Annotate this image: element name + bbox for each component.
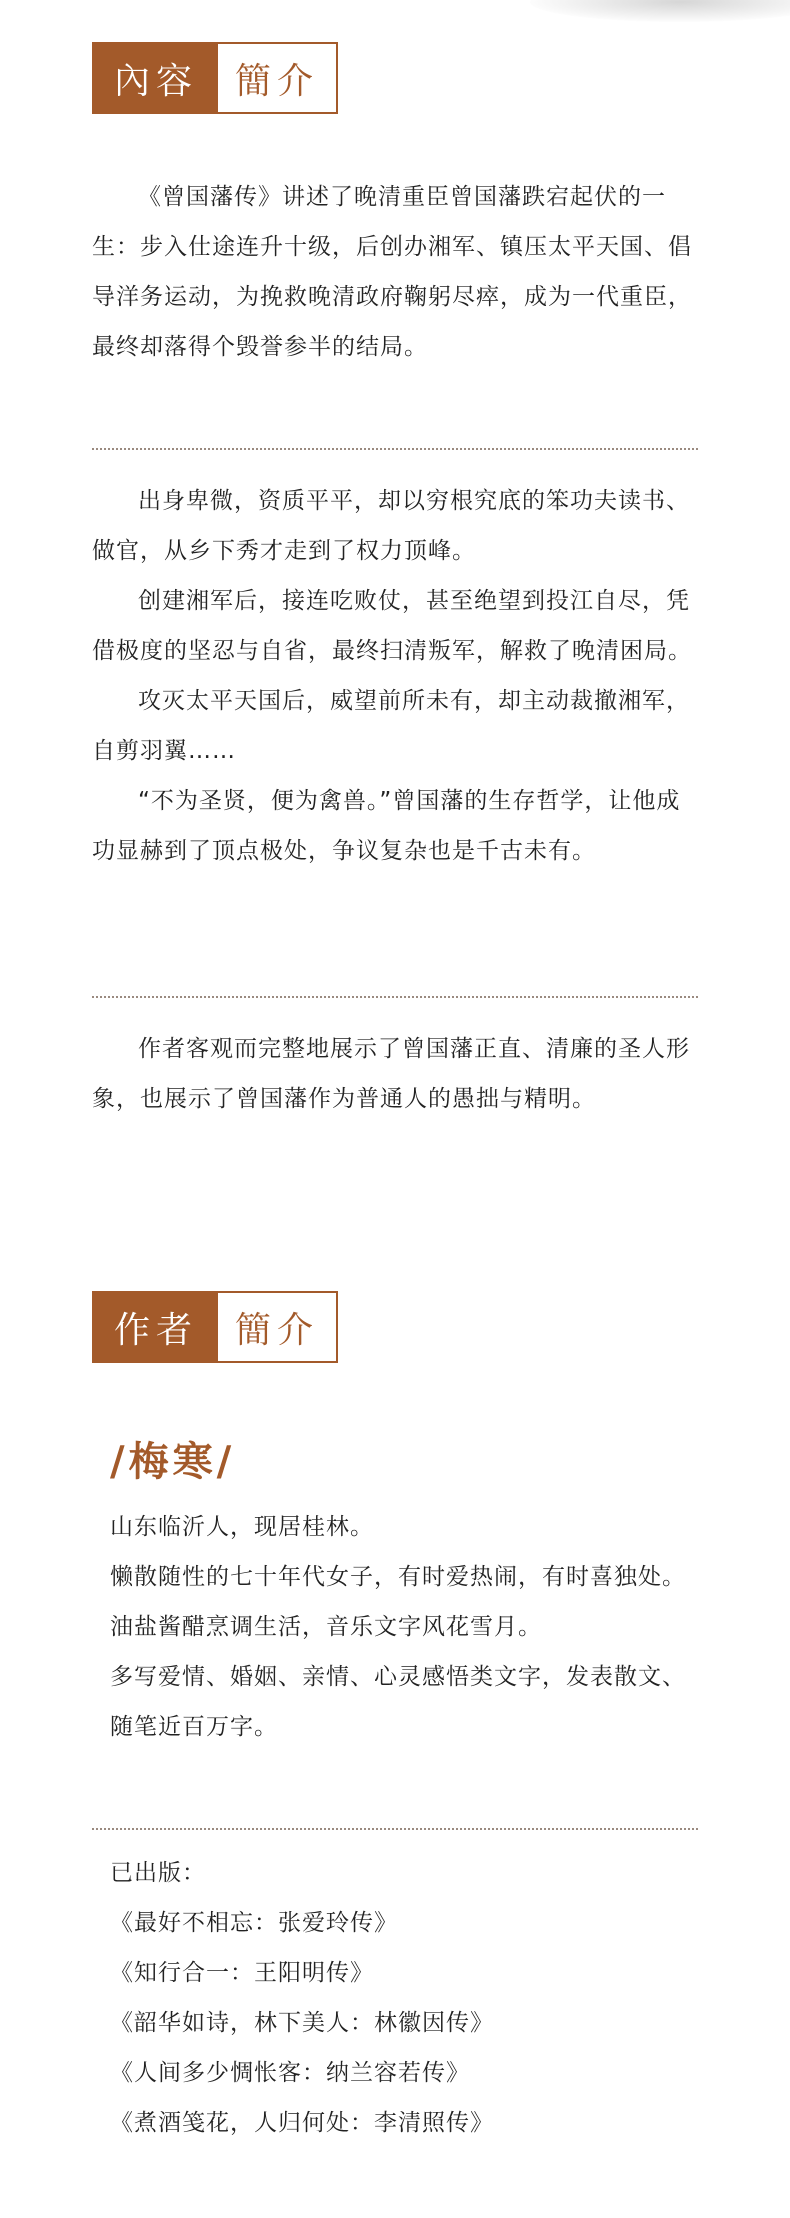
brush-stroke-decoration <box>530 0 790 22</box>
published-work: 《韶华如诗，林下美人：林徽因传》 <box>110 2010 494 2036</box>
intro-paragraph-4: 攻灭太平天国后，威望前所未有，却主动裁撤湘军，自剪羽翼…… <box>92 688 690 764</box>
published-work: 《最好不相忘：张爱玲传》 <box>110 1910 398 1936</box>
intro-paragraph-1-block <box>92 172 698 372</box>
author-bio-line: 多写爱情、婚姻、亲情、心灵感悟类文字，发表散文、随笔近百万字。 <box>110 1664 686 1740</box>
author-bio-block <box>110 1502 698 1752</box>
divider-1 <box>92 448 698 450</box>
published-label: 已出版： <box>110 1860 206 1886</box>
intro-paragraph-1: 《曾国藩传》讲述了晚清重臣曾国藩跌宕起伏的一生：步入仕途连升十级，后创办湘军、镇压太平天国、倡导洋务运动，为挽救晚清政府鞠躬尽瘁，成为一代重臣，最终却落得个毁誉参半的结局。 <box>92 184 692 360</box>
intro-paragraph-5: “不为圣贤，便为禽兽。”曾国藩的生存哲学，让他成功显赫到了顶点极处，争议复杂也是千古未有。 <box>92 788 681 864</box>
content-intro-header <box>92 42 338 114</box>
intro-paragraph-6: 作者客观而完整地展示了曾国藩正直、清廉的圣人形象，也展示了曾国藩作为普通人的愚拙与精明。 <box>92 1036 690 1112</box>
author-bio-line: 懒散随性的七十年代女子，有时爱热闹，有时喜独处。 <box>110 1564 686 1590</box>
intro-paragraph-2: 出身卑微，资质平平，却以穷根究底的笨功夫读书、做官，从乡下秀才走到了权力顶峰。 <box>92 488 690 564</box>
content-intro-header-light: 簡介 <box>218 44 336 112</box>
author-bio-line: 油盐酱醋烹调生活，音乐文字风花雪月。 <box>110 1614 542 1640</box>
intro-paragraph-3: 创建湘军后，接连吃败仗，甚至绝望到投江自尽，凭借极度的坚忍与自省，最终扫清叛军，解救了晚清困局。 <box>92 588 692 664</box>
content-intro-header-dark: 內容 <box>94 44 218 112</box>
intro-paragraphs-block <box>92 476 698 876</box>
author-intro-header <box>92 1291 338 1363</box>
published-work: 《知行合一：王阳明传》 <box>110 1960 374 1986</box>
published-work: 《人间多少惆怅客：纳兰容若传》 <box>110 2060 470 2086</box>
intro-paragraph-6-block <box>92 1024 698 1124</box>
divider-2 <box>92 996 698 998</box>
author-intro-header-light: 簡介 <box>218 1293 336 1361</box>
published-work: 《煮酒笺花，人归何处：李清照传》 <box>110 2110 494 2136</box>
author-intro-header-dark: 作者 <box>94 1293 218 1361</box>
published-works-block <box>110 1848 698 2148</box>
author-name: /梅寒/ <box>110 1438 236 1485</box>
author-bio-line: 山东临沂人，现居桂林。 <box>110 1514 374 1540</box>
divider-3 <box>92 1828 698 1830</box>
